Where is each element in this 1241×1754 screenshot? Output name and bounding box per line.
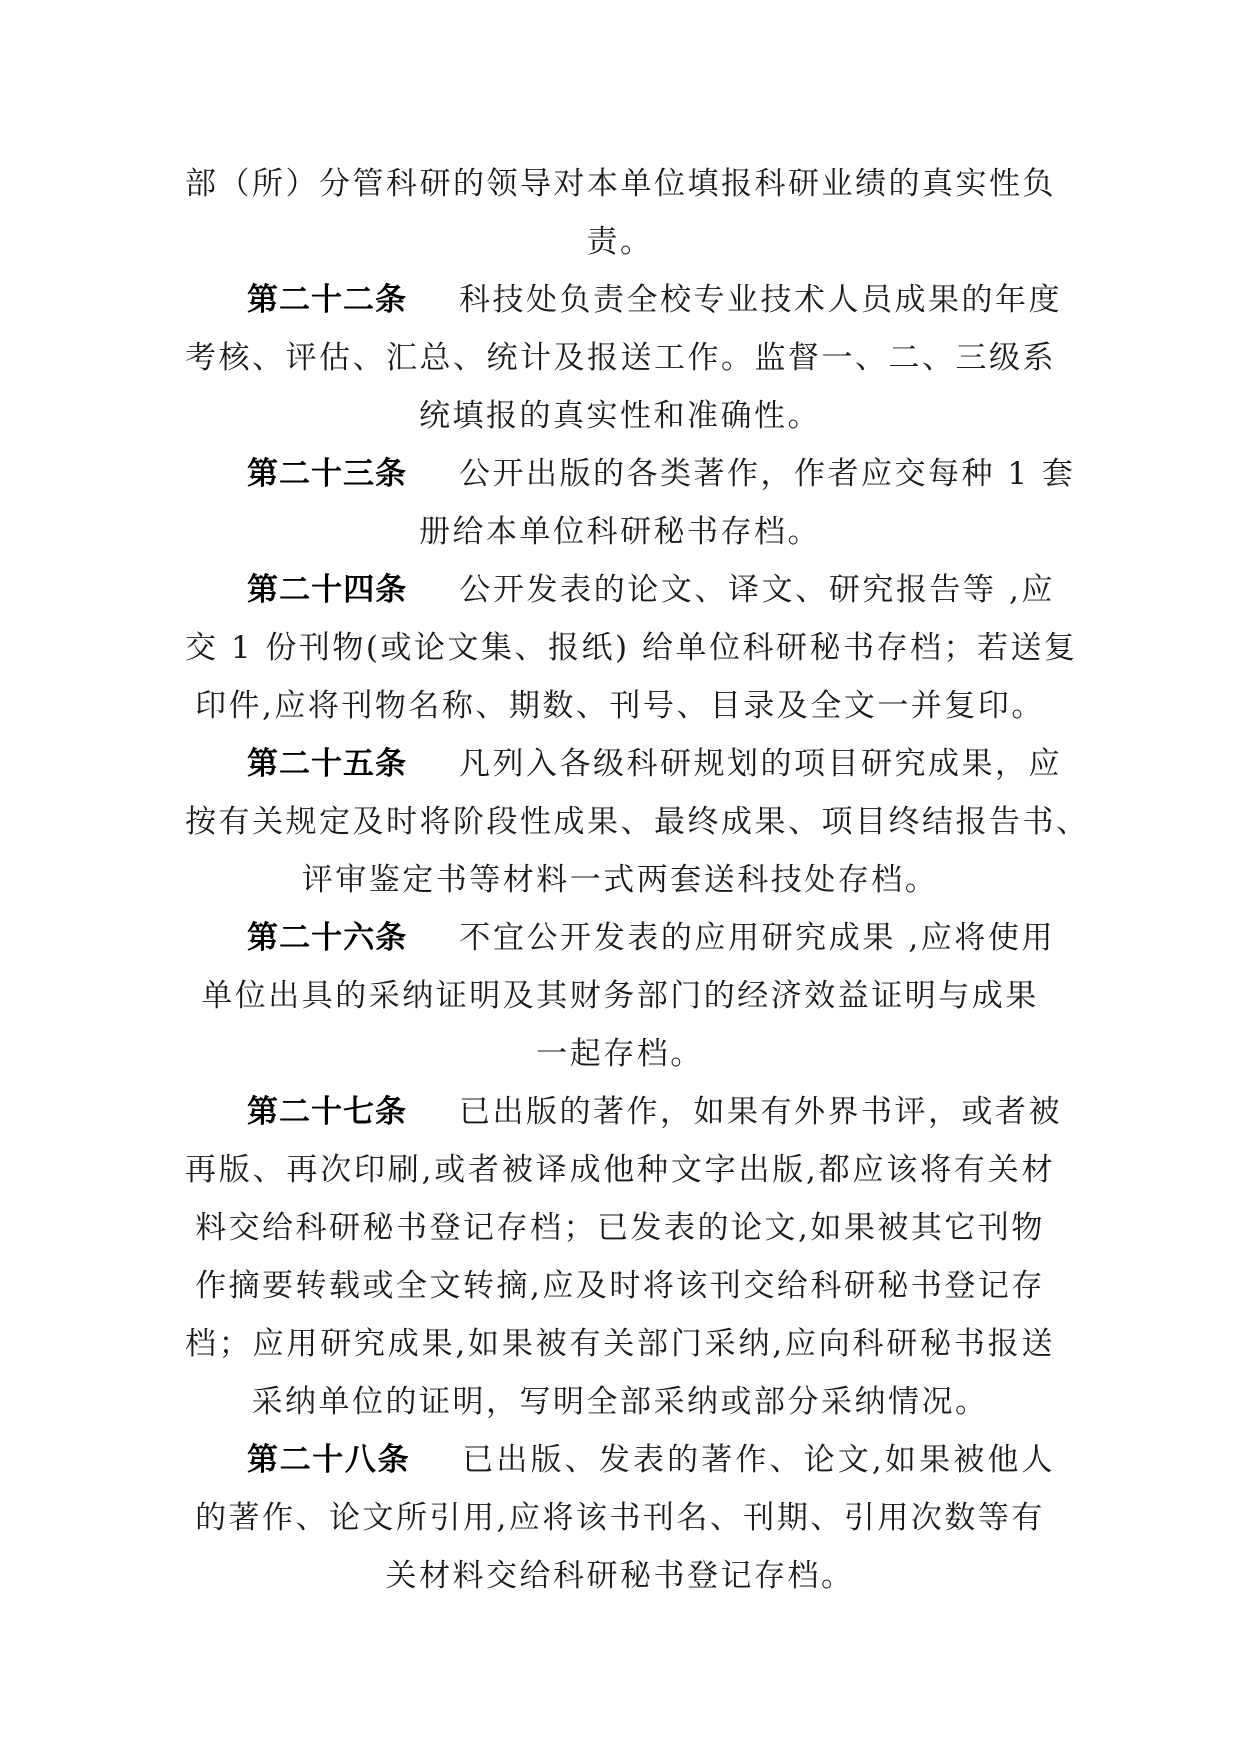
- article-text: 已出版的著作，如果有外界书评，或者被: [459, 1094, 1062, 1130]
- article-line: 按有关规定及时将阶段性成果、最终成果、项目终结报告书、: [185, 804, 1090, 840]
- article-text: 不宜公开发表的应用研究成果 ,应将使用: [459, 920, 1055, 956]
- article-line: 关材料交给科研秘书登记存档。: [385, 1558, 855, 1594]
- article-first-line: [185, 561, 1055, 619]
- article-title: 第二十三条: [247, 456, 407, 492]
- article-line: 统填报的真实性和准确性。: [419, 398, 821, 434]
- article-first-line: [185, 1083, 1062, 1141]
- article-title: 第二十六条: [247, 920, 408, 956]
- article-title: 第二十四条: [247, 572, 408, 608]
- article-line: 再版、再次印刷,或者被译成他种文字出版,都应该将有关材: [185, 1152, 1055, 1188]
- article-title: 第二十七条: [247, 1094, 407, 1130]
- article-line: 单位出具的采纳证明及其财务部门的经济效益证明与成果: [201, 978, 1039, 1014]
- article-line: 考核、评估、汇总、统计及报送工作。监督一、二、三级系: [185, 340, 1056, 376]
- article-line: 一起存档。: [536, 1036, 704, 1072]
- document-page: [185, 155, 1090, 1605]
- article-27: [185, 1083, 1062, 1431]
- article-text: 公开出版的各类著作，作者应交每种 1 套: [459, 456, 1076, 492]
- article-line: 的著作、论文所引用,应将该书刊名、刊期、引用次数等有: [195, 1500, 1045, 1536]
- article-26: [185, 909, 1055, 1083]
- article-title: 第二十八条: [247, 1442, 411, 1478]
- article-line: 交 1 份刊物(或论文集、报纸) 给单位科研秘书存档；若送复: [185, 630, 1078, 666]
- article-line: 册给本单位科研秘书存档。: [419, 514, 821, 550]
- article-line: 档；应用研究成果,如果被有关部门采纳,应向科研秘书报送: [185, 1326, 1055, 1362]
- article-title: 第二十五条: [247, 746, 407, 782]
- article-first-line: [185, 735, 1062, 793]
- article-text: 已出版、发表的著作、论文,如果被他人: [462, 1442, 1055, 1478]
- article-line: 料交给科研秘书登记存档；已发表的论文,如果被其它刊物: [195, 1210, 1045, 1246]
- article-text: 科技处负责全校专业技术人员成果的年度: [459, 282, 1062, 318]
- article-line: 采纳单位的证明，写明全部采纳或部分采纳情况。: [251, 1384, 989, 1420]
- article-first-line: [185, 909, 1055, 967]
- article-22: [185, 271, 1062, 445]
- article-line: 作摘要转载或全文转摘,应及时将该刊交给科研秘书登记存: [195, 1268, 1045, 1304]
- article-first-line: [185, 271, 1062, 329]
- intro-line-2: 责。: [586, 224, 654, 260]
- article-line: 印件,应将刊物名称、期数、刊号、目录及全文一并复印。: [195, 688, 1045, 724]
- article-first-line: [185, 1431, 1055, 1489]
- article-28: [185, 1431, 1055, 1605]
- article-text: 凡列入各级科研规划的项目研究成果，应: [459, 746, 1062, 782]
- article-25: [185, 735, 1090, 909]
- article-first-line: [185, 445, 1076, 503]
- article-24: [185, 561, 1078, 735]
- article-line: 评审鉴定书等材料一式两套送科技处存档。: [301, 862, 939, 898]
- intro-line-1: 部（所）分管科研的领导对本单位填报科研业绩的真实性负: [185, 166, 1056, 202]
- article-23: [185, 445, 1076, 561]
- article-text: 公开发表的论文、译文、研究报告等 ,应: [459, 572, 1055, 608]
- article-title: 第二十二条: [247, 282, 407, 318]
